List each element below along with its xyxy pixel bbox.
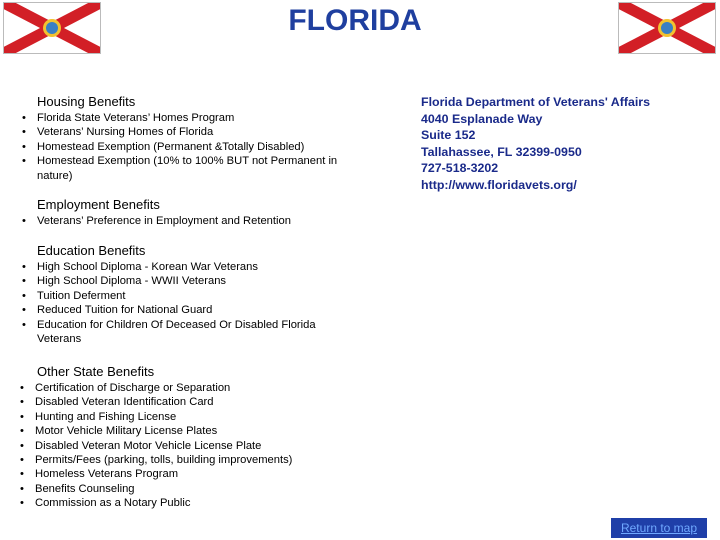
list-item: • Veterans’ Nursing Homes of Florida (22, 125, 362, 139)
list-item: • Benefits Counseling (20, 482, 380, 496)
list-item: • Disabled Veteran Identification Card (20, 395, 380, 409)
return-to-map-button[interactable]: Return to map (611, 518, 707, 538)
list-item: • Education for Children Of Deceased Or Disabled Florida Veterans (22, 318, 332, 347)
contact-org: Florida Department of Veterans' Affairs (421, 95, 651, 109)
list-item: • Hunting and Fishing License (20, 410, 380, 424)
list-item: • Motor Vehicle Military License Plates (20, 424, 380, 438)
list-item: • High School Diploma - WWII Veterans (22, 274, 332, 288)
list-item: • High School Diploma - Korean War Veterans (22, 260, 332, 274)
education-heading: Education Benefits (37, 243, 146, 258)
contact-suite: Suite 152 (421, 128, 476, 142)
list-item: • Homeless Veterans Program (20, 467, 380, 481)
page-title: FLORIDA (288, 4, 422, 37)
list-item: • Tuition Deferment (22, 289, 332, 303)
contact-street: 4040 Esplanade Way (421, 111, 543, 126)
list-item: • Homestead Exemption (Permanent &Totally Disabled) (22, 140, 362, 154)
list-item: • Florida State Veterans’ Homes Program (22, 111, 362, 125)
employment-heading: Employment Benefits (37, 197, 160, 212)
housing-list (22, 111, 362, 183)
list-item: • Disabled Veteran Motor Vehicle License Plate (20, 439, 380, 453)
housing-heading: Housing Benefits (37, 94, 136, 109)
list-item: • Veterans’ Preference in Employment and Retention (22, 214, 422, 228)
other-list (20, 381, 380, 511)
contact-city: Tallahassee, FL 32399-0950 (421, 144, 582, 159)
list-item: • Reduced Tuition for National Guard (22, 303, 332, 317)
other-heading: Other State Benefits (37, 364, 155, 379)
contact-phone: 727-518-3202 (421, 161, 499, 175)
list-item: • Certification of Discharge or Separation (20, 381, 380, 395)
list-item: • Permits/Fees (parking, tolls, building improvements) (20, 453, 380, 467)
contact-url[interactable]: http://www.floridavets.org/ (421, 177, 577, 192)
list-item: • Homestead Exemption (10% to 100% BUT not Permanent in nature) (22, 154, 362, 183)
list-item: • Commission as a Notary Public (20, 496, 380, 510)
employment-list (22, 214, 422, 228)
education-list (22, 260, 332, 346)
contact-block (421, 94, 650, 193)
